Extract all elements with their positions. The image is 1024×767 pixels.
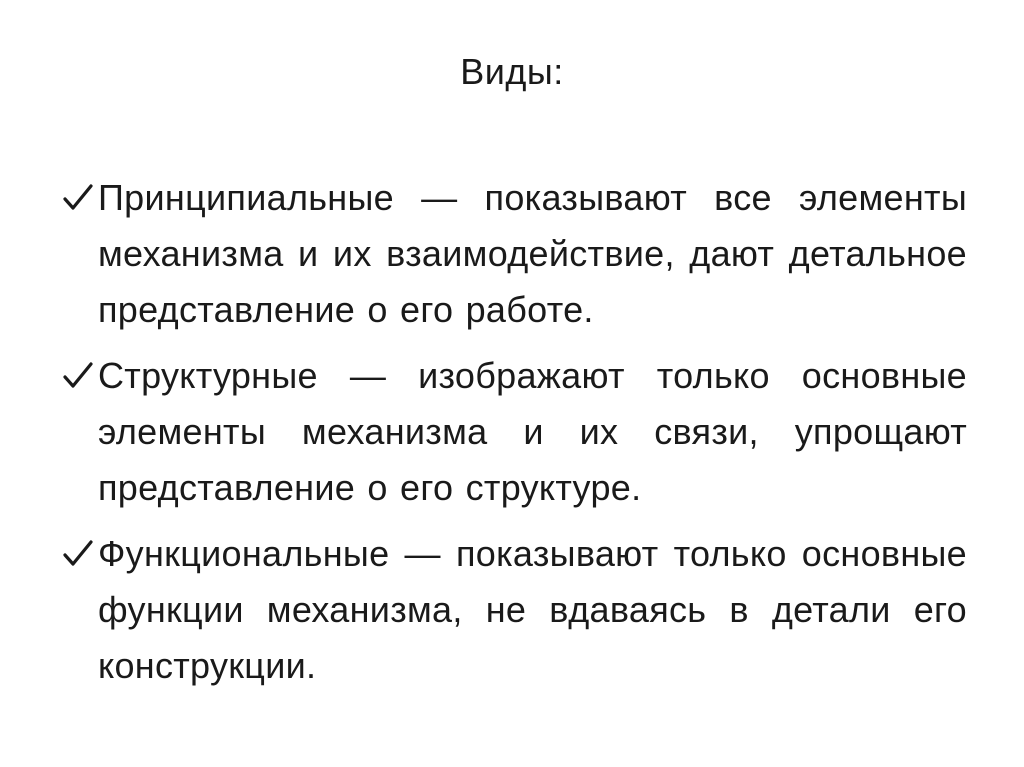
bullet-text: Функциональные — показывают только основные функции механизма, не вдаваясь в детали его конструкции. [98, 533, 967, 686]
bullet-text: Структурные — изображают только основные элементы механизма и их связи, упрощают представление о его структуре. [98, 355, 967, 508]
bullet-text: Принципиальные — показывают все элементы механизма и их взаимодействие, дают детальное представление о его работе. [98, 177, 967, 330]
bullet-item-structural [62, 348, 967, 516]
bullet-item-principal [62, 170, 967, 338]
bullet-list [62, 170, 967, 704]
checkmark-icon [62, 182, 94, 214]
slide-title: Виды: [460, 51, 564, 92]
checkmark-icon [62, 360, 94, 392]
checkmark-icon [62, 538, 94, 570]
bullet-item-functional [62, 526, 967, 694]
